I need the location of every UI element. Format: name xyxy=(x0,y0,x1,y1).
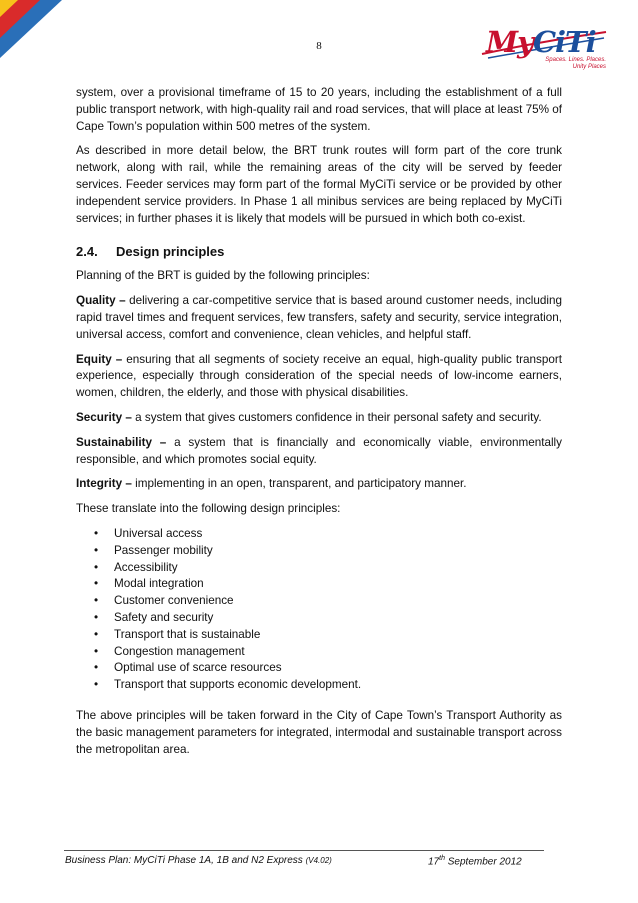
principle-quality xyxy=(76,293,562,343)
footer-date-day: 17 xyxy=(428,856,440,868)
list-item-text: Universal access xyxy=(114,526,203,540)
bullet-icon: • xyxy=(94,644,99,658)
list-item xyxy=(76,560,562,577)
section-heading xyxy=(76,243,562,261)
document-body xyxy=(76,85,562,766)
list-item-text: Transport that is sustainable xyxy=(114,627,261,641)
logo-tagline-line1: Spaces. Lines. Places. xyxy=(545,57,606,63)
mycity-logo xyxy=(478,22,610,70)
intro-paragraph: As described in more detail below, the BRT trunk routes will form part of the core trunk network, along with rail, while the remaining areas of the city will be served by feeder services. Feeder services may form part of the formal MyCiTi service or be provided by other independent service providers. In Phase 1 all minibus services are being replaced by MyCiTi services; in further phases it is likely that models will be pursued in which both co-exist. xyxy=(76,144,562,225)
list-item xyxy=(76,610,562,627)
principle-integrity xyxy=(76,476,562,493)
footer-doc-title xyxy=(65,855,332,866)
section-title: Design principles xyxy=(116,244,225,260)
list-item xyxy=(76,576,562,593)
list-item-text: Customer convenience xyxy=(114,594,234,608)
principle-text: a system that gives customers confidence in their personal safety and security. xyxy=(135,410,542,424)
footer-date xyxy=(428,855,522,867)
footer-divider xyxy=(64,850,544,851)
section-number: 2.4. xyxy=(76,244,98,260)
bullet-icon: • xyxy=(94,577,99,591)
page-number: 8 xyxy=(316,40,322,52)
principle-text: implementing in an open, transparent, and participatory manner. xyxy=(135,477,467,491)
principle-security xyxy=(76,410,562,427)
list-item xyxy=(76,627,562,644)
principle-term: Equity xyxy=(76,352,112,366)
footer-date-rest: September 2012 xyxy=(444,856,522,868)
principle-term: Integrity xyxy=(76,477,123,491)
principle-text: delivering a car-competitive service that is based around customer needs, including rapid travel times and frequent services, few transfers, safety and security, service integration, universal access, comfort and convenience, clean vehicles, and helpful staff. xyxy=(76,294,562,341)
bullet-icon: • xyxy=(94,661,99,675)
design-principles-list xyxy=(76,526,562,694)
translate-lead: These translate into the following design principles: xyxy=(76,502,341,516)
list-item-text: Accessibility xyxy=(114,560,178,574)
logo-wordmark xyxy=(486,26,596,58)
bullet-icon: • xyxy=(94,678,99,692)
list-item-text: Safety and security xyxy=(114,610,214,624)
footer-title-text: Business Plan: MyCiTi Phase 1A, 1B and N2 Express xyxy=(65,855,303,866)
logo-tagline-line2: Unity Places xyxy=(572,64,606,70)
list-item xyxy=(76,644,562,661)
logo-citi: CiTi xyxy=(532,25,596,59)
bullet-icon: • xyxy=(94,610,99,624)
principle-term: Security xyxy=(76,410,123,424)
list-item xyxy=(76,526,562,543)
principle-term: Quality xyxy=(76,294,116,308)
list-item-text: Optimal use of scarce resources xyxy=(114,661,282,675)
list-item xyxy=(76,593,562,610)
list-item xyxy=(76,543,562,560)
bullet-icon: • xyxy=(94,526,99,540)
bullet-icon: • xyxy=(94,543,99,557)
list-item-text: Transport that supports economic development. xyxy=(114,678,362,692)
bullet-icon: • xyxy=(94,560,99,574)
principle-term: Sustainability xyxy=(76,435,152,449)
logo-my: My xyxy=(486,25,533,59)
lead-paragraph: Planning of the BRT is guided by the following principles: xyxy=(76,269,370,283)
list-item xyxy=(76,660,562,677)
bullet-icon: • xyxy=(94,627,99,641)
principle-equity xyxy=(76,352,562,402)
principle-dash: – xyxy=(122,477,136,491)
continuation-paragraph: system, over a provisional timeframe of 15 to 20 years, including the establishment of a full public transport network, with high-quality rail and road services, that will place at least 75% of Cape Town’s population within 500 metres of the system. xyxy=(76,86,562,133)
logo-tagline xyxy=(532,57,606,71)
bullet-icon: • xyxy=(94,594,99,608)
principle-dash: – xyxy=(122,410,136,424)
principle-dash: – xyxy=(152,435,175,449)
list-item-text: Modal integration xyxy=(114,577,204,591)
footer-date-suffix: th xyxy=(439,855,445,862)
list-item xyxy=(76,677,562,694)
principle-text: a system that is financially and economically viable, environmentally responsible, and which promotes social equity. xyxy=(76,435,562,466)
footer-version: (V4.02) xyxy=(305,856,332,865)
principle-dash: – xyxy=(115,294,130,308)
principle-dash: – xyxy=(111,352,127,366)
principle-text: ensuring that all segments of society receive an equal, high-quality public transport experience, especially through consideration of the special needs of low-income earners, women, children, the elderly, and those with physical disabilities. xyxy=(76,352,563,400)
list-item-text: Congestion management xyxy=(114,644,245,658)
principle-sustainability xyxy=(76,435,562,469)
closing-paragraph: The above principles will be taken forward in the City of Cape Town’s Transport Authority as the basic management parameters for integrated, intermodal and sustainable transport across the metropolitan area. xyxy=(76,708,562,756)
list-item-text: Passenger mobility xyxy=(114,543,213,557)
